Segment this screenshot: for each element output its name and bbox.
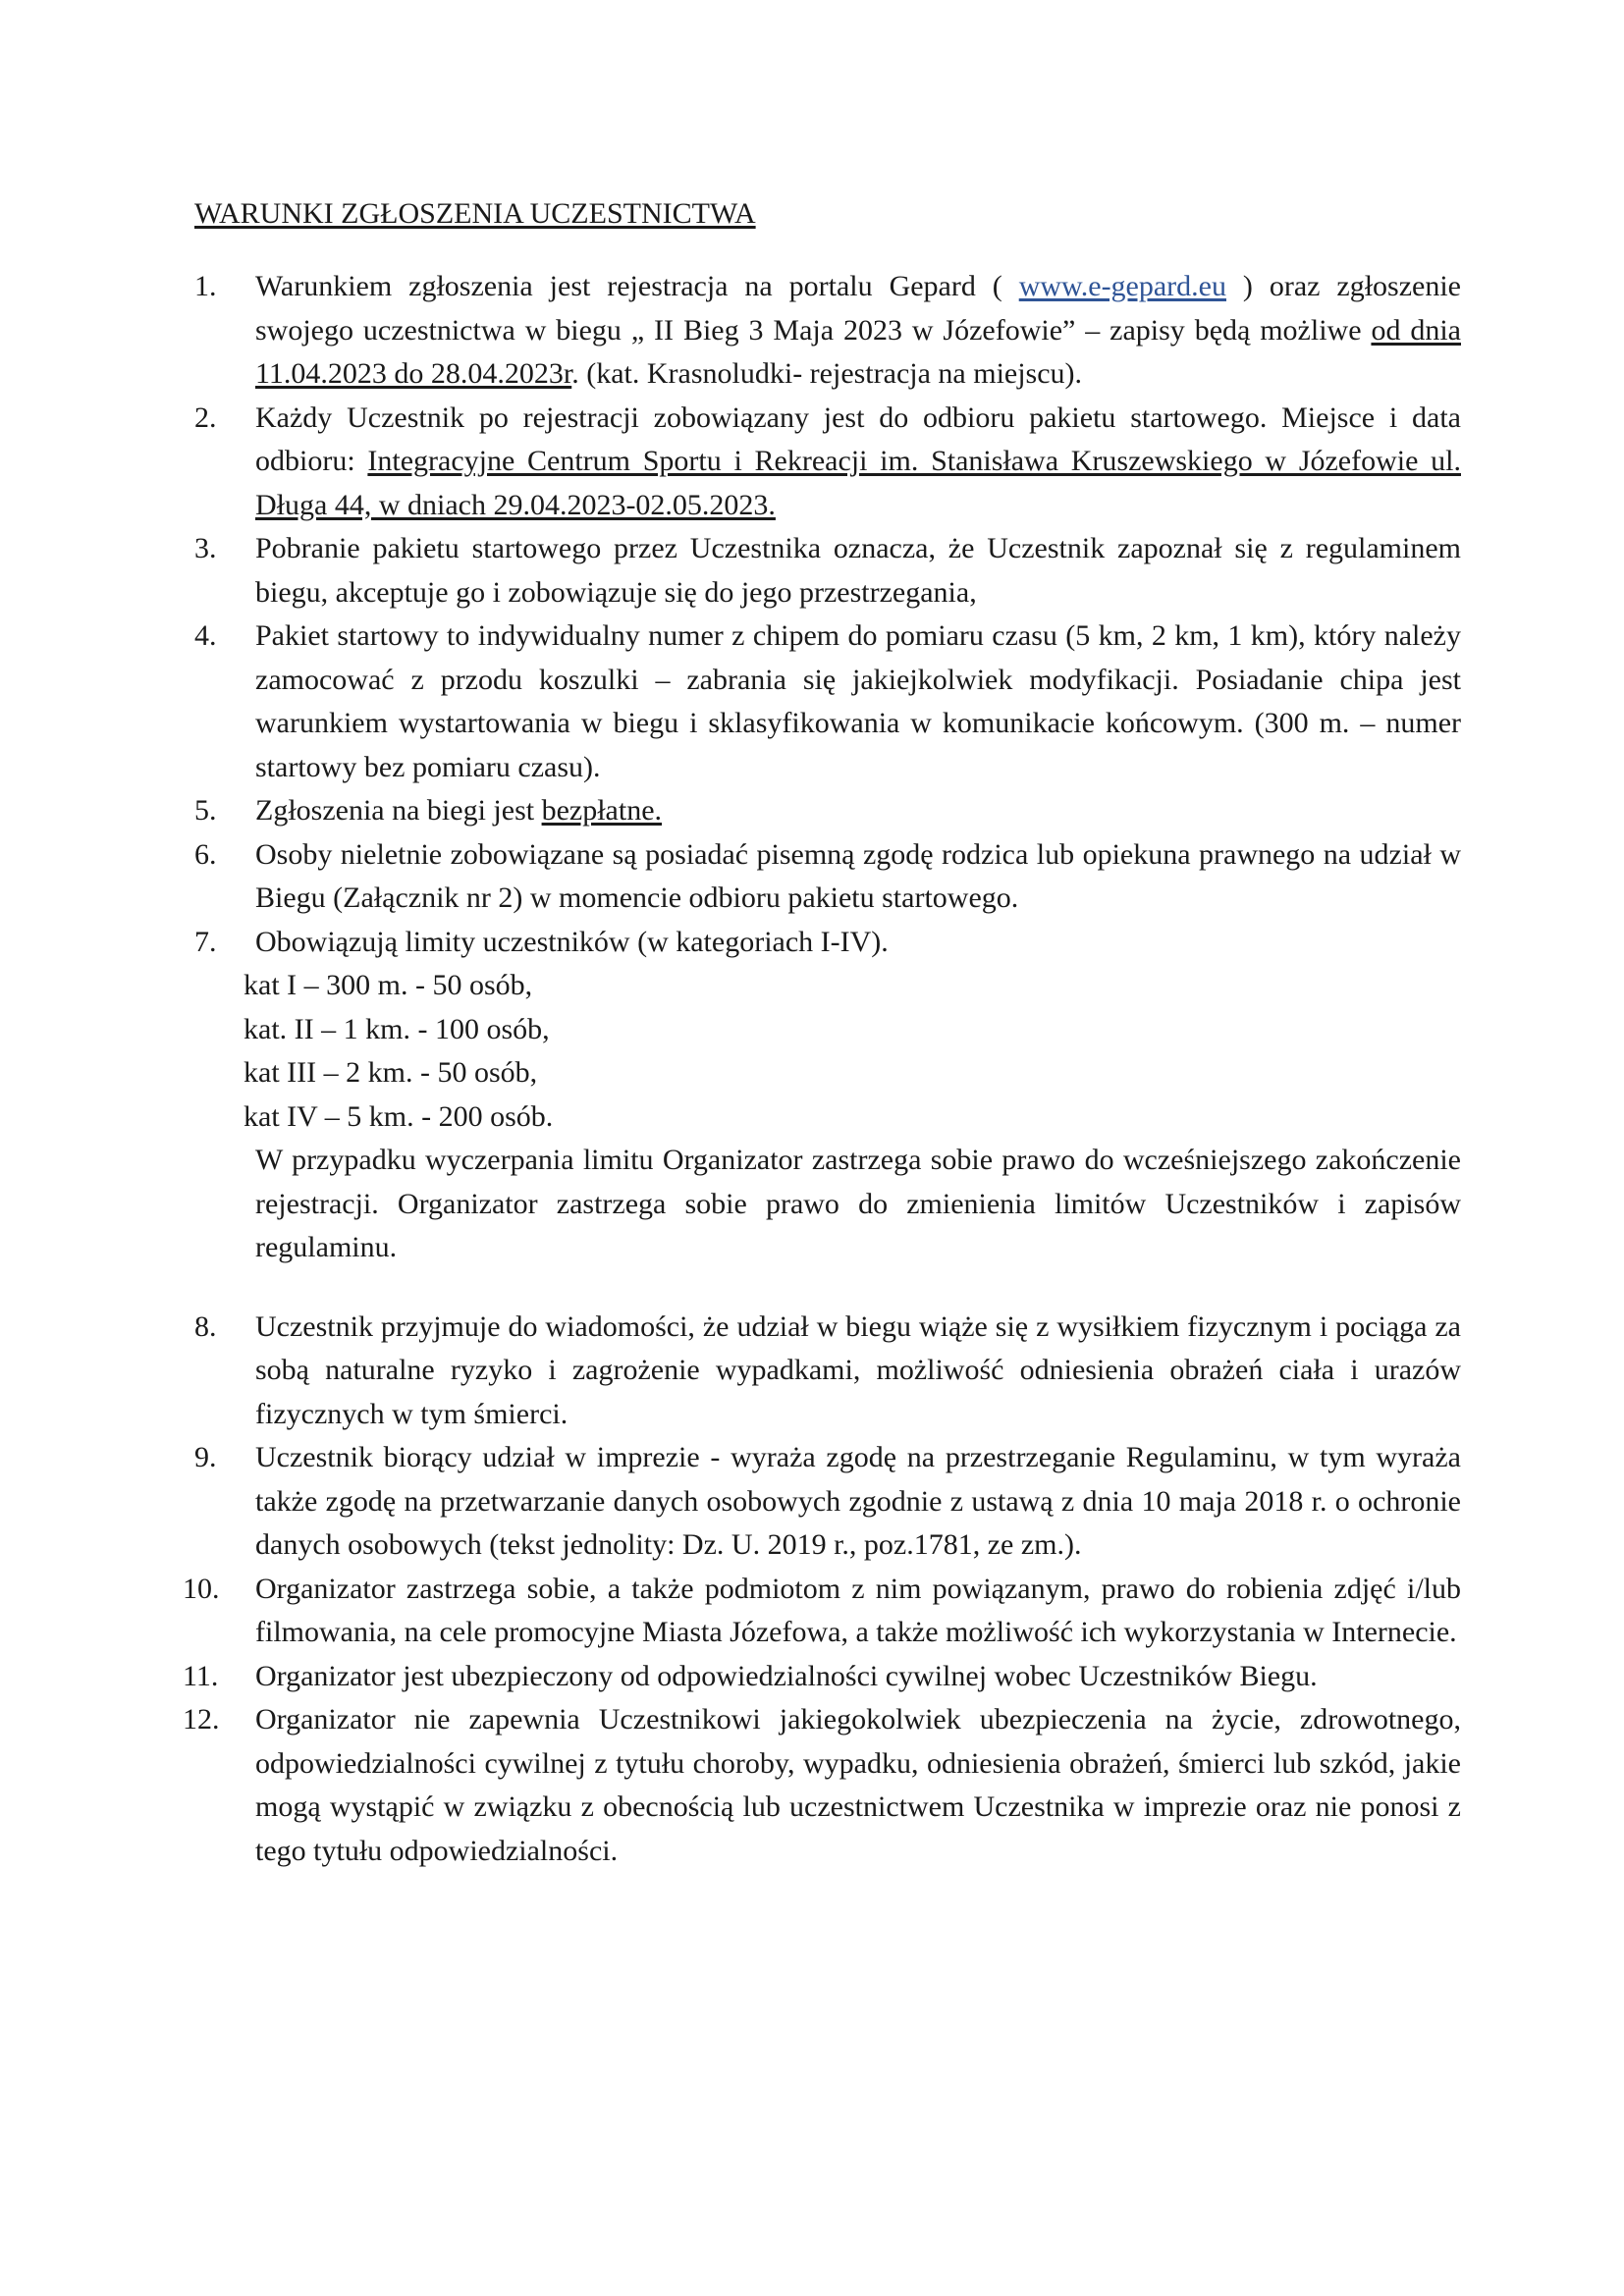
paragraph-gap: [194, 1270, 1461, 1306]
item-text: Każdy Uczestnik po rejestracji zobowiązany jest do odbioru pakietu startowego. Miejsce i data odbioru:: [255, 400, 1461, 477]
registration-dates: od dnia 11.04.2023 do 28.04.2023r: [255, 313, 1461, 390]
list-item-3: [194, 527, 1461, 614]
item-text: Uczestnik przyjmuje do wiadomości, że udział w biegu wiąże się z wysiłkiem fizycznym i pociąga za sobą naturalne ryzyko i zagrożenie wypadkami, możliwość odniesienia obrażeń ciała i urazów fizycznych w tym śmierci.: [255, 1309, 1461, 1430]
item-text: Organizator zastrzega sobie, a także podmiotom z nim powiązanym, prawo do robienia zdjęć i/lub filmowania, na cele promocyjne Miasta Józefowa, a także możliwość ich wykorzystania w Internecie.: [255, 1572, 1461, 1648]
list-item-10: [183, 1568, 1461, 1655]
document-title: WARUNKI ZGŁOSZENIA UCZESTNICTWA: [194, 197, 756, 230]
portal-link[interactable]: www.e-gepard.eu: [1018, 270, 1226, 302]
item-text: Osoby nieletnie zobowiązane są posiadać pisemną zgodę rodzica lub opiekuna prawnego na udział w Biegu (Załącznik nr 2) w momencie odbioru pakietu startowego.: [255, 837, 1461, 914]
item-number: 4.: [194, 619, 217, 652]
list-item-8: [194, 1306, 1461, 1437]
free-of-charge: bezpłatne.: [541, 794, 663, 827]
list-item-4: [194, 614, 1461, 789]
item-number: 6.: [194, 837, 217, 871]
list-item-6: [194, 833, 1461, 921]
item-number: 10.: [183, 1572, 220, 1605]
list-item-11: [183, 1655, 1461, 1699]
item-text: Organizator nie zapewnia Uczestnikowi jakiegokolwiek ubezpieczenia na życie, zdrowotnego, odpowiedzialności cywilnej z tytułu choroby, wypadku, odniesienia obrażeń, śmierci lub szkód, jakie mogą wystąpić w związku z obecnością lub uczestnictwem Uczestnika w imprezie oraz nie ponosi z tego tytułu odpowiedzialności.: [255, 1703, 1461, 1867]
item-number: 7.: [194, 925, 217, 958]
item-text: Pakiet startowy to indywidualny numer z chipem do pomiaru czasu (5 km, 2 km, 1 km), który należy zamocować z przodu koszulki – zabrania się jakiejkolwiek modyfikacji. Posiadanie chipa jest warunkiem wystartowania w biegu i sklasyfikowania w komunikacie końcowym. (300 m. – numer startowy bez pomiaru czasu).: [255, 619, 1461, 783]
item-number: 3.: [194, 532, 217, 564]
limit-entry: kat IV – 5 km. - 200 osób.: [244, 1099, 554, 1133]
item-text: Uczestnik biorący udział w imprezie - wyraża zgodę na przestrzeganie Regulaminu, w tym wyraża także zgodę na przetwarzanie danych osobowych zgodnie z ustawą z dnia 10 maja 2018 r. o ochronie danych osobowych (tekst jednolity: Dz. U. 2019 r., poz.1781, ze zm.).: [255, 1441, 1461, 1561]
conditions-list: [183, 265, 1462, 1873]
limits-block: [194, 964, 1461, 1306]
item-text: . (kat. Krasnoludki- rejestracja na miejscu).: [571, 357, 1083, 390]
item-text: Obowiązują limity uczestników (w kategoriach I-IV).: [255, 925, 889, 958]
pickup-location: Integracyjne Centrum Sportu i Rekreacji im. Stanisława Kruszewskiego w Józefowie ul. Długa 44, w dniach 29.04.2023-02.05.2023.: [255, 445, 1461, 521]
item-number: 9.: [194, 1441, 217, 1473]
limit-entry: kat III – 2 km. - 50 osób,: [244, 1056, 538, 1089]
category-limits: [194, 964, 1461, 1139]
list-item-2: [194, 397, 1461, 528]
item-number: 12.: [183, 1703, 220, 1735]
item-number: 11.: [183, 1659, 219, 1692]
limit-entry: kat I – 300 m. - 50 osób,: [244, 969, 533, 1001]
item-number: 2.: [194, 400, 217, 434]
item-text: ) oraz zgłoszenie swojego uczestnictwa w biegu „ II Bieg 3 Maja 2023 w Józefowie” – zapisy będą możliwe: [255, 270, 1462, 347]
item-number: 1.: [194, 270, 217, 302]
item-text: Warunkiem zgłoszenia jest rejestracja na portalu Gepard (: [255, 270, 1019, 302]
item-text: Zgłoszenia na biegi jest: [255, 794, 542, 827]
limit-entry: kat. II – 1 km. - 100 osób,: [244, 1012, 550, 1045]
list-item-5: [194, 789, 1461, 833]
item-number: 8.: [194, 1309, 217, 1343]
item-text: Organizator jest ubezpieczony od odpowiedzialności cywilnej wobec Uczestników Biegu.: [255, 1659, 1318, 1692]
list-item-7: [194, 921, 1461, 965]
item-number: 5.: [194, 794, 217, 827]
limit-note: W przypadku wyczerpania limitu Organizator zastrzega sobie prawo do wcześniejszego zakończenie rejestracji. Organizator zastrzega sobie prawo do zmienienia limitów Uczestników i zapisów regulaminu.: [255, 1144, 1461, 1263]
item-text: Pobranie pakietu startowego przez Uczestnika oznacza, że Uczestnik zapoznał się z regulaminem biegu, akceptuje go i zobowiązuje się do jego przestrzegania,: [255, 532, 1461, 609]
list-item-9: [194, 1436, 1461, 1568]
list-item-12: [183, 1698, 1461, 1873]
list-item-1: [194, 265, 1461, 397]
